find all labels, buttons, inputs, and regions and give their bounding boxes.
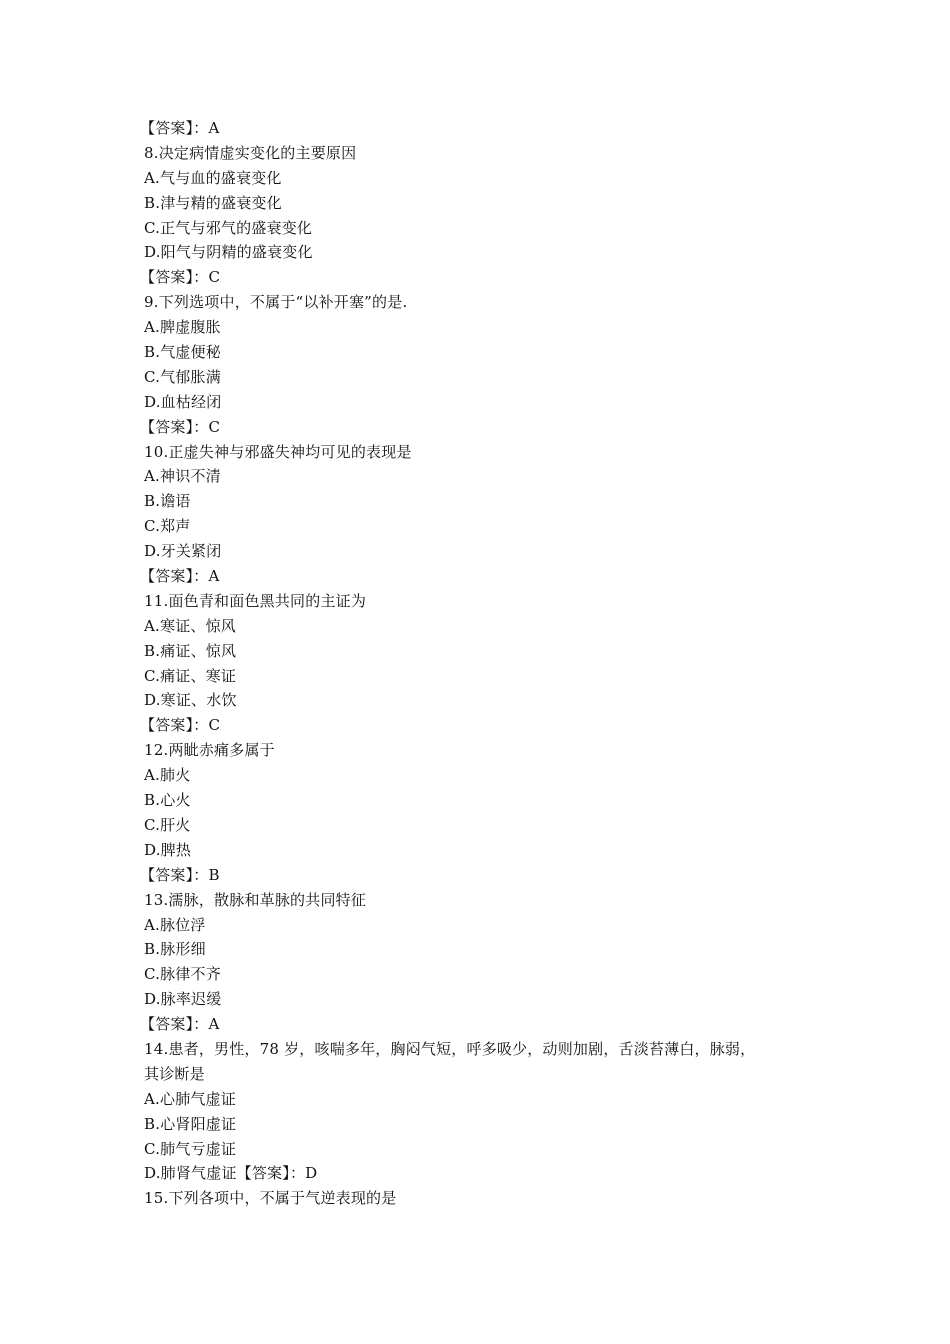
option-line: D.脾热 xyxy=(144,840,192,859)
option-line: A.心肺气虚证 xyxy=(144,1089,237,1108)
option-line: B.谵语 xyxy=(144,492,191,511)
option-line: B.心肾阳虚证 xyxy=(144,1114,237,1133)
option-line: C.郑声 xyxy=(144,517,191,536)
answer-line: 【答案】：C xyxy=(140,716,221,735)
option-line: A.神识不清 xyxy=(144,467,221,486)
option-line: D.牙关紧闭 xyxy=(144,542,222,561)
answer-line: 【答案】：A xyxy=(140,1015,220,1034)
option-line: B.心火 xyxy=(144,791,191,810)
question-11: 11.面色青和面色黑共同的主证为 xyxy=(144,591,367,610)
question-9: 9.下列选项中，不属于“以补开塞”的是. xyxy=(144,293,408,312)
question-12: 12.两眦赤痛多属于 xyxy=(144,741,275,760)
option-line: D.血枯经闭 xyxy=(144,392,222,411)
answer-line: 【答案】：C xyxy=(140,417,221,436)
option-line: C.痛证、寒证 xyxy=(144,666,237,685)
answer-line: 【答案】：B xyxy=(140,865,220,884)
option-line: B.津与精的盛衰变化 xyxy=(144,193,282,212)
option-line: C.正气与邪气的盛衰变化 xyxy=(144,218,313,237)
question-14-continued: 其诊断是 xyxy=(144,1064,205,1083)
question-15: 15.下列各项中，不属于气逆表现的是 xyxy=(144,1189,397,1208)
option-line: B.气虚便秘 xyxy=(144,343,221,362)
option-line: D.寒证、水饮 xyxy=(144,691,237,710)
option-line: A.气与血的盛衰变化 xyxy=(144,168,282,187)
question-14: 14.患者，男性，78 岁，咳喘多年，胸闷气短，呼多吸少，动则加剧，舌淡苔薄白，脉弱， xyxy=(144,1039,756,1058)
answer-line: 【答案】：C xyxy=(140,268,221,287)
option-line: A.肺火 xyxy=(144,766,191,785)
option-line: C.肺气亏虚证 xyxy=(144,1139,237,1158)
answer-line: 【答案】：A xyxy=(140,567,220,586)
option-line: B.脉形细 xyxy=(144,940,206,959)
option-line: C.脉律不齐 xyxy=(144,965,221,984)
answer-line: 【答案】：A xyxy=(140,119,220,137)
question-10: 10.正虚失神与邪盛失神均可见的表现是 xyxy=(144,442,412,461)
option-line: A.脾虚腹胀 xyxy=(144,318,221,337)
option-line: D.肺肾气虚证【答案】：D xyxy=(144,1164,318,1183)
option-line: B.痛证、惊风 xyxy=(144,641,237,660)
option-line: A.脉位浮 xyxy=(144,915,206,934)
document-page xyxy=(140,116,824,1211)
option-line: C.气郁胀满 xyxy=(144,367,221,386)
option-line: D.阳气与阴精的盛衰变化 xyxy=(144,243,313,262)
question-8: 8.决定病情虚实变化的主要原因 xyxy=(144,143,357,162)
question-13: 13.濡脉，散脉和革脉的共同特征 xyxy=(144,890,367,909)
option-line: C.肝火 xyxy=(144,815,191,834)
option-line: D.脉率迟缓 xyxy=(144,990,222,1009)
option-line: A.寒证、惊风 xyxy=(144,616,237,635)
